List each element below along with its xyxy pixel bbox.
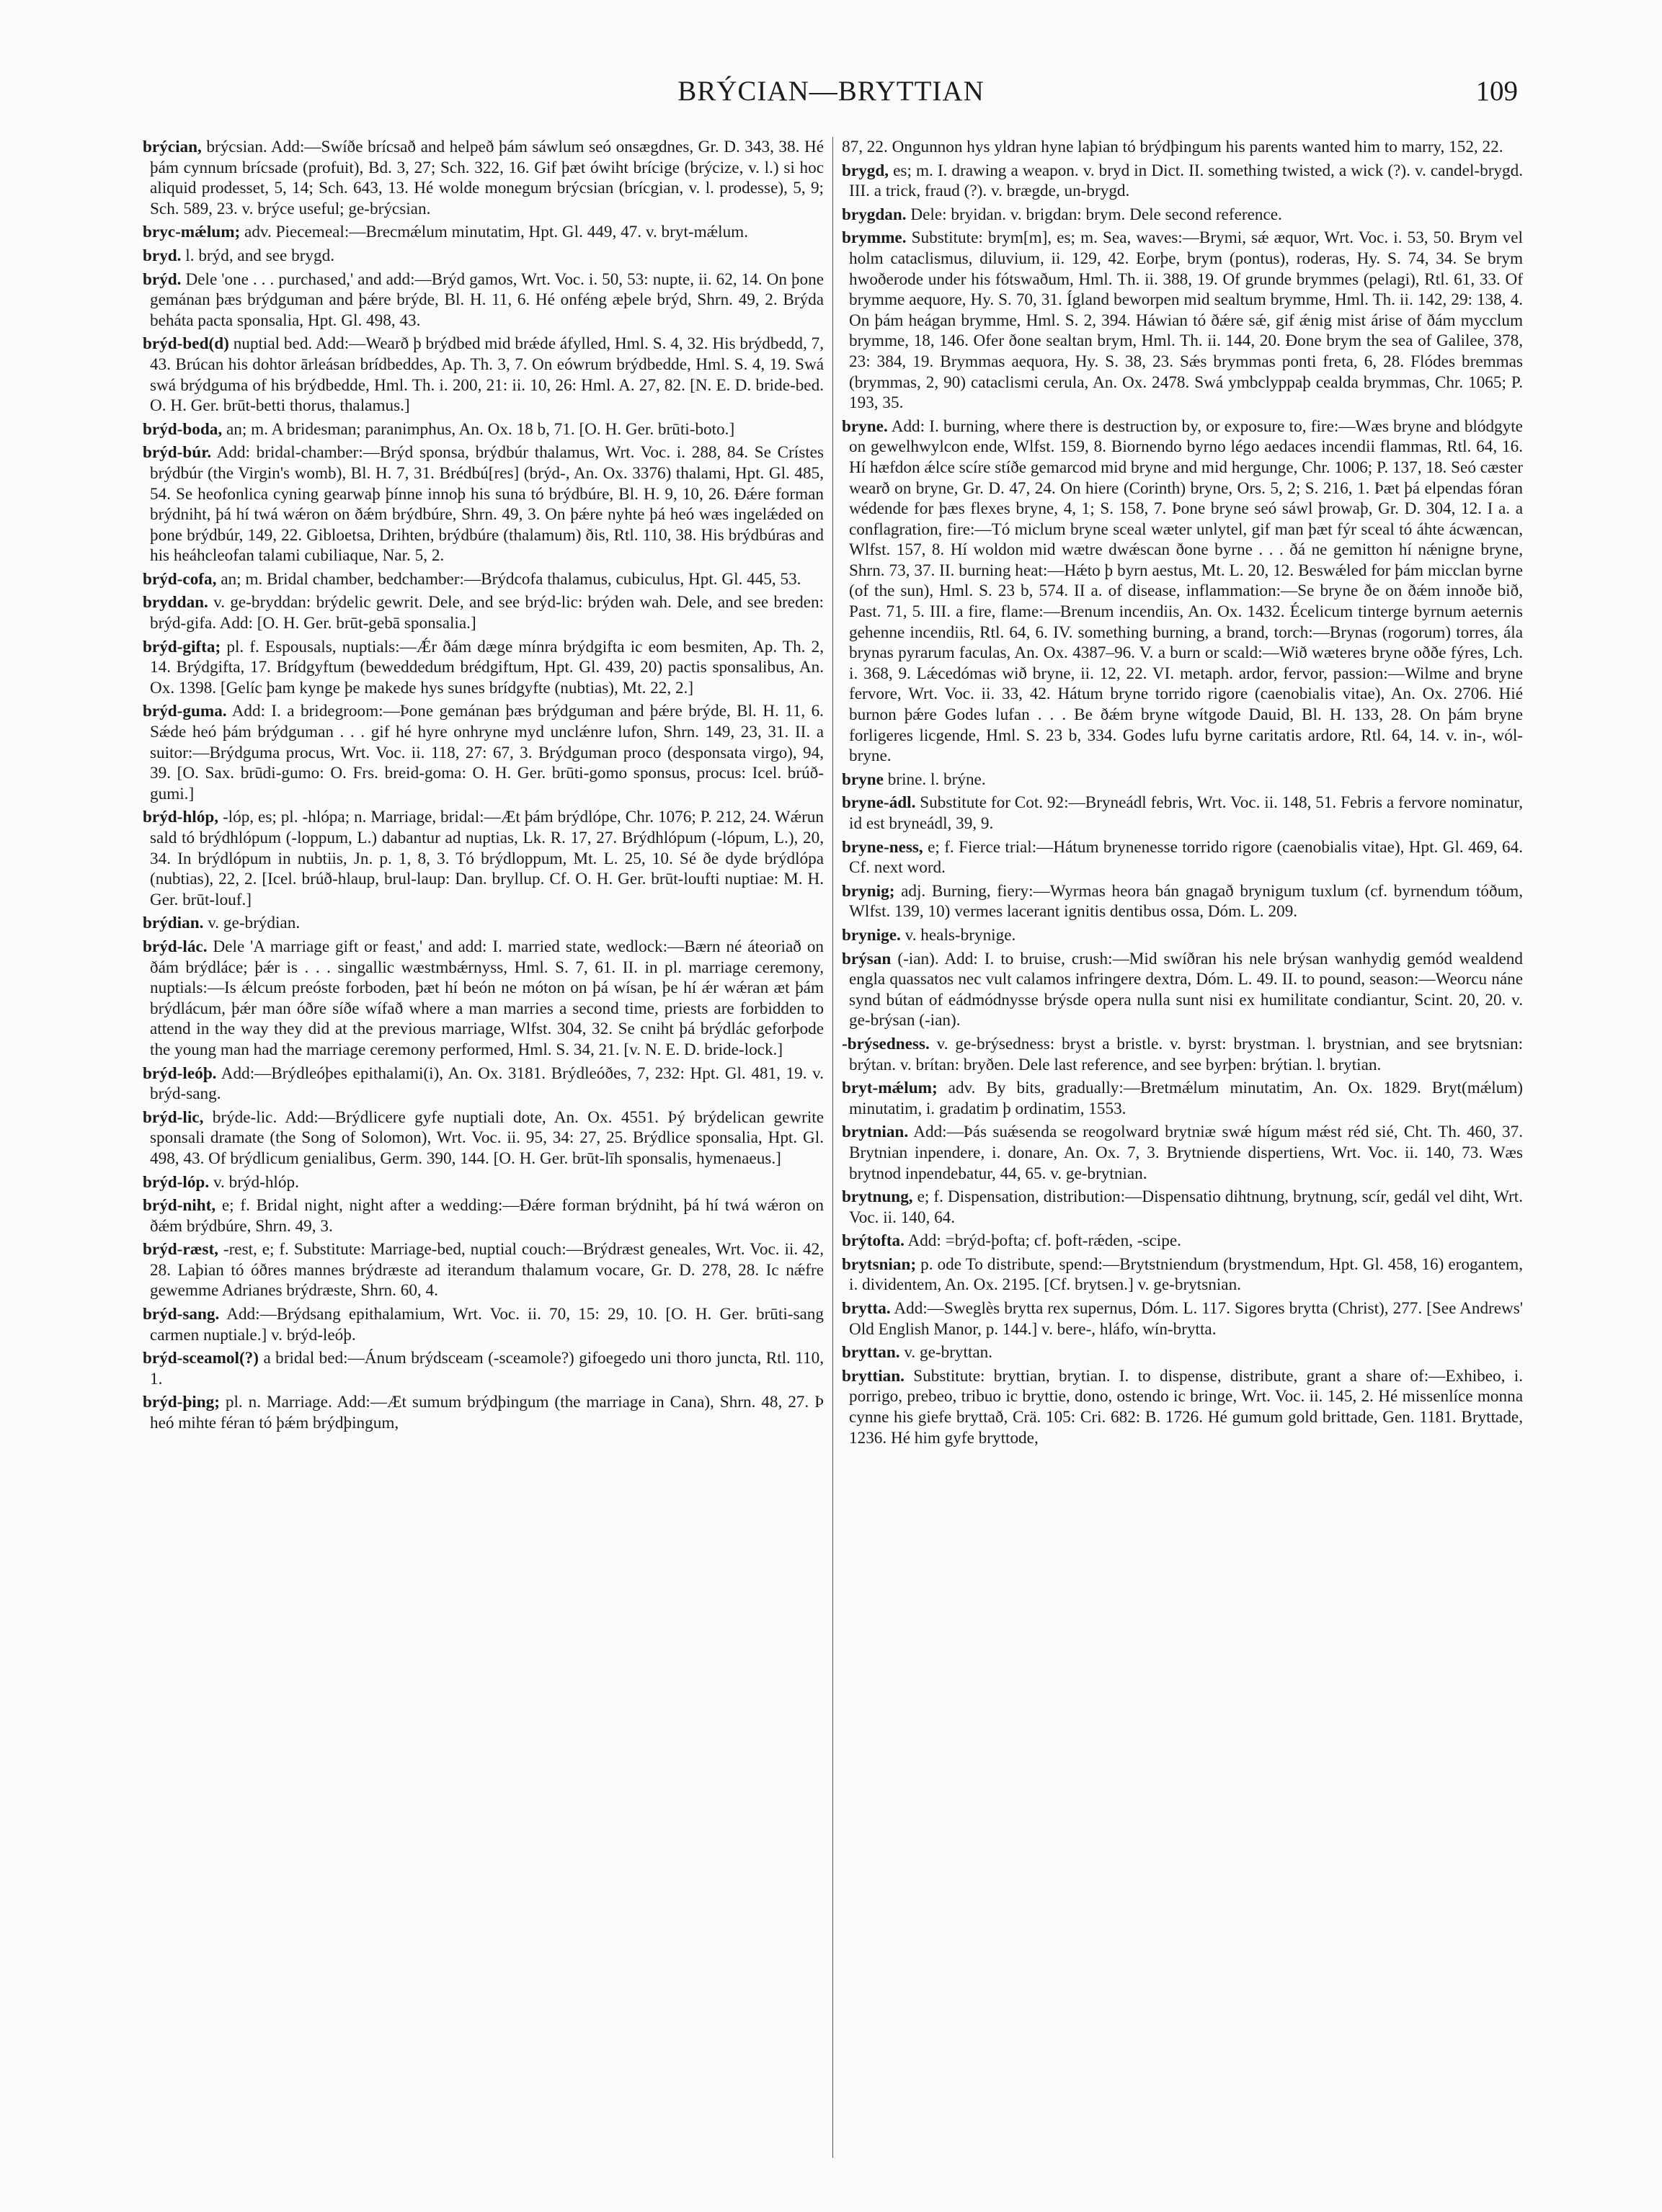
entry-definition: v. ge-bryddan: brýdelic gewrit. Dele, and see brýd-lic: brýden wah. Dele, and see breden: brýd-gifa. Add: [O. H. Ger. brūt-gebā sponsalia.] [150, 593, 824, 633]
entry-headword: bryttan. [842, 1343, 900, 1363]
entry-headword: brýd-cofa, [143, 569, 217, 589]
entry-definition: brýde-lic. Add:—Brýdlicere gyfe nuptiali dote, An. Ox. 4551. Þý brýdelican gewrite sponsali dramate (the Song of Solomon), Wrt. Voc. ii. 95, 34: 27, 25. Brýdlice sponsalia, Hpt. Gl. 498, 43. Of brýdlicum genialibus, Germ. 390, 144. [O. H. Ger. brūt-līh sponsalis, hymenaeus.] [150, 1107, 824, 1168]
entry-headword: brýd-niht, [143, 1196, 216, 1216]
entry-definition: v. ge-brýdian. [208, 914, 301, 933]
entry-headword: brygdan. [842, 205, 907, 224]
left-column [143, 137, 824, 2154]
dictionary-entry [143, 419, 824, 440]
entry-definition: e; f. Dispensation, distribution:—Dispensatio dihtnung, brytnung, scír, gedál vel diht, Wrt. Voc. ii. 140, 64. [849, 1187, 1523, 1227]
entry-headword: brýd-lic, [143, 1107, 204, 1127]
dictionary-entry [143, 1392, 824, 1433]
entry-headword: brytnung, [842, 1187, 913, 1207]
entry-definition: -rest, e; f. Substitute: Marriage-bed, nuptial couch:—Brýdræst geneales, Wrt. Voc. ii. 42, 28. Laþian tó óðres mannes brýdræste ad iterandum thalamum vocare, Gr. D. 278, 28. Ic nǽfre gewemme Adrianes brýdræste, Shrn. 60, 4. [150, 1240, 824, 1301]
entry-definition: Add: I. a bridegroom:—Þone gemánan þæs brýdguman and þǽre brýde, Bl. H. 11, 6. Sǽde heó þám brýdguman . . . gif hé hyre onhryne myd unclǽnre lufon, Shrn. 149, 23, 31. II. a suitor:—Brýdguma procus, Wrt. Voc. ii. 118, 27: 67, 3. Brýdguman proco (desponsata virgo), 94, 39. [O. Sax. brūdi-gumo: O. Frs. breid-goma: O. H. Ger. brūti-gomo sponsus, procus: Icel. brúð-gumi.] [150, 702, 824, 803]
entry-definition: an; m. Bridal chamber, bedchamber:—Brýdcofa thalamus, cubiculus, Hpt. Gl. 445, 53. [221, 569, 801, 589]
entry-definition: pl. f. Espousals, nuptials:—Ǽr ðám dæge mínra brýdgifta ic eom besmiten, Ap. Th. 2, 14. Brýdgifta, 17. Brídgyftum (beweddedum brédgiftum, Hpt. Gl. 439, 20) pactis sponsalibus, An. Ox. 1398. [Gelíc þam kynge þe makede hys sunes brídgyfte (nubtias), Mt. 22, 2.] [150, 637, 824, 697]
dictionary-entry [143, 1195, 824, 1236]
dictionary-entry [842, 1298, 1523, 1339]
entry-headword: bryttian. [842, 1366, 905, 1386]
entry-headword: brýd. [143, 269, 182, 289]
column-divider [832, 137, 833, 2158]
dictionary-entry [842, 1187, 1523, 1228]
entry-definition: Add: bridal-chamber:—Brýd sponsa, brýdbúr thalamus, Wrt. Voc. i. 288, 84. Se Crístes brýdbúr (the Virgin's womb), Bl. H. 7, 31. Brédbú[res] (brýd-, An. Ox. 3376) thalami, Hpt. Gl. 485, 54. Se heofonlica cyning gearwaþ þínne innoþ his suna tó brýdbúre, Bl. H. 9, 10, 26. Ðǽre forman brýdniht, þá hí twá wǽron on ðǽm brýdbúre, Shrn. 49, 3. On þǽre nyhte þá heó wæs ingelǽded on þone brýdbúr, 149, 22. Gibloetsa, Drihten, brýdbúre (thalamum) ðis, Rtl. 110, 38. His brýdbúras and his heáhcleofan talami cubiliaque, Nar. 5, 2. [150, 443, 824, 566]
dictionary-entry [143, 637, 824, 699]
dictionary-entry [842, 228, 1523, 413]
entry-definition: pl. n. Marriage. Add:—Æt sumum brýdþingum (the marriage in Cana), Shrn. 48, 27. Þ heó mihte féran tó þǽm brýdþingum, [150, 1393, 824, 1433]
dictionary-entry [842, 1034, 1523, 1075]
dictionary-entry [143, 592, 824, 633]
entry-headword: brýd-gifta; [143, 637, 221, 656]
entry-definition: p. ode To distribute, spend:—Brytstniendum (brystmendum, Hpt. Gl. 458, 16) erogantem, i. dividentem, An. Ox. 2195. [Cf. brytsen.] v. ge-brytsnian. [849, 1254, 1523, 1295]
entry-definition: Substitute: bryttian, brytian. I. to dispense, distribute, grant a share of:—Exhibeo, i. porrigo, prebeo, tribuo ic bryttie, dono, ostendo ic bringe, Wrt. Voc. ii. 145, 2. Hé missenlíce monna cynne his giefe bryttað, Crä. 105: Cri. 682: B. 1726. Hé gumum gold brittade, Gen. 1181. Bryttade, 1236. Hé him gyfe bryttode, [849, 1366, 1523, 1448]
entry-headword: brýd-leóþ. [143, 1063, 217, 1083]
dictionary-entry [842, 949, 1523, 1031]
dictionary-entry [143, 246, 824, 267]
entry-headword: brýd-boda, [143, 419, 223, 439]
entry-headword: brýd-sceamol(?) [143, 1349, 259, 1368]
dictionary-entry [842, 1122, 1523, 1184]
entry-definition: e; f. Fierce trial:—Hátum brynenesse torrido rigore (caenobialis vitae), Hpt. Gl. 469, 64. Cf. next word. [849, 837, 1523, 878]
dictionary-entry [143, 701, 824, 804]
dictionary-entry [842, 137, 1523, 158]
entry-definition: Add: I. burning, where there is destruction by, or exposure to, fire:—Wæs bryne and blódgyte on gewelhwylcon ende, Wlfst. 159, 8. Biornendo byrno légo aedaces incendii flammas, Rtl. 64, 16. Hí hæfdon ǽlce scíre stíðe gemarcod mid bryne and mid hergunge, Chr. 1006; P. 137, 18. Seó cæster wearð on bryne, Gr. D. 47, 24. On hiere (Corinth) bryne, Ors. 5, 2; S. 216, 1. Þæt þá elpendas fóran wédende for þæs flexes bryne, 4, 1; S. 158, 7. Þone bryne seó sáwl þrowaþ, Gr. D. 304, 12. I a. a conflagration, fire:—Tó miclum bryne sceal wæter unlytel, gif man þæt fýr sceal tó áhte ácwæncan, Wlfst. 157, 8. Hí woldon mid wætre dwǽscan ðone byrne . . . ðá ne gemitton hí nǽnigne bryne, Shrn. 73, 37. II. burning heat:—Hǽto þ byrn aestus, Mt. L. 20, 12. Beswǽled for þám micclan byrne (of the sun), Hml. S. 23 b, 574. II a. of disease, inflammation:—Se bryne ðe on ðǽm innoðe bið, Past. 71, 5. III. a fire, flame:—Brenum incendiis, An. Ox. 1432. Écelicum tinterge byrnum aeternis gehenne incendiis, Rtl. 64, 6. IV. something burning, a brand, torch:—Brynas (rogorum) torres, ála brynas pyrarum faculas, An. Ox. 4387–96. V. a burn or scald:—Wið wæteres bryne oððe fýres, Lch. i. 368, 9. Lǽcedómas wið bryne, ii. 12, 22. VI. metaph. ardor, fervor, passion:—Wilme and bryne fervore, Wrt. Voc. ii. 33, 42. Hátum bryne torrido rigore (caenobialis vitae), An. Ox. 2706. Hié burnon þǽre Godes lufan . . . Be ðǽm bryne wítgode Dauid, Bl. H. 133, 28. On þám bryne forligeres licgende, Hml. S. 23 b, 334. Godes lufu byrne caritatis ardore, Rtl. 64, 14. v. in-, wól-bryne. [849, 416, 1523, 766]
entry-definition: (-ian). Add: I. to bruise, crush:—Mid swíðran his nele brýsan wanhydig gemód wealdend engla quassatos nec vult calamos infringere dextra, Dóm. L. 49. II. to pound, season:—Weorcu náne synd bútan of eádmódnysse brýsde opera nulla sunt nisi ex humilitate condiantur, Scint. 20, 20. v. ge-brýsan (-ian). [849, 949, 1523, 1030]
entry-headword: bryddan. [143, 593, 208, 612]
entry-headword: brygd, [842, 161, 889, 180]
entry-definition: brine. l. brýne. [887, 770, 986, 789]
entry-definition: nuptial bed. Add:—Wearð þ brýdbed mid brǽde áfylled, Hml. S. 4, 32. His brýdbedd, 7, 43. Brúcan his dohtor ārleásan brídbeddes, Ap. Th. 3, 7. On eówrum brýdbedde, Hml. S. 4, 19. Swá swá brýdguma of his brýdbedde, Hml. Th. i. 200, 21: ii. 10, 26: Hml. A. 27, 82. [N. E. D. bride-bed. O. H. Ger. brūt-betti thorus, thalamus.] [150, 334, 824, 416]
entry-headword: brytta. [842, 1299, 891, 1319]
entry-definition: an; m. A bridesman; paranimphus, An. Ox. 18 b, 71. [O. H. Ger. brūti-boto.] [226, 419, 735, 439]
dictionary-entry [842, 416, 1523, 767]
dictionary-entry [842, 770, 1523, 790]
entry-headword: brýcian, [143, 138, 202, 156]
entry-definition: Dele 'A marriage gift or feast,' and add: I. married state, wedlock:—Bærn né áteoriað on ðám brýdláce; þǽr is . . . singallic wæstmbǽrnyss, Hml. S. 7, 61. II. in pl. marriage ceremony, nuptials:—Is ǽlcum preóste forboden, þæt hí beón ne móton on þá wísan, þe hí ǽr wǽran æt þám brýdlácum, þǽr man óðre síðe wífað where a man marries a second time, priests are forbidden to attend in the way they did at the previous marriage, Wlfst. 304, 32. Se cniht þá brýdlác geforþode the young man had the marriage ceremony performed, Hml. S. 34, 21. [v. N. E. D. bride-lock.] [150, 937, 824, 1059]
entry-headword: bryc-mǽlum; [143, 223, 241, 242]
entry-definition: v. ge-brýsedness: bryst a bristle. v. byrst: brystman. l. brystnian, and see brytsnian: brýtan. v. brítan: bryðen. Dele last reference, and see byrþen: brýtian. l. brytian. [849, 1034, 1523, 1074]
dictionary-entry [842, 1254, 1523, 1295]
dictionary-entry [842, 1366, 1523, 1448]
dictionary-entry [842, 881, 1523, 922]
entry-definition: l. brýd, and see brygd. [185, 246, 334, 265]
entry-headword: bryne [842, 770, 884, 789]
entry-headword: brýd-hlóp, [143, 808, 219, 827]
entry-headword: brýd-þing; [143, 1393, 220, 1412]
entry-definition: Add:—Þás suǽsenda se reogolward brytniæ swǽ hígum mǽst réd sié, Cht. Th. 460, 37. Brytnian inpendere, i. donare, An. Ox. 7, 3. Brytniende dispertiens, Wrt. Voc. ii. 140, 73. Wæs brytnod inpendebatur, 44, 65. v. ge-brytnian. [849, 1123, 1523, 1183]
entry-headword: brýd-lác. [143, 937, 208, 956]
dictionary-entry [842, 925, 1523, 946]
entry-headword: brýtofta. [842, 1231, 905, 1251]
entry-definition: v. brýd-hlóp. [213, 1172, 299, 1192]
entry-headword: brýdian. [143, 914, 204, 933]
dictionary-entry [143, 222, 824, 243]
dictionary-entry [842, 1342, 1523, 1363]
entry-headword: bryne-ádl. [842, 793, 916, 813]
entry-definition: e; f. Bridal night, night after a wedding:—Ðǽre forman brýdniht, þá hí twá wǽron on ðǽm brýdbúre, Shrn. 49, 3. [150, 1196, 824, 1236]
dictionary-entry [143, 137, 824, 219]
entry-definition: Dele: bryidan. v. brigdan: brym. Dele second reference. [910, 205, 1282, 224]
entry-definition: Substitute: brym[m], es; m. Sea, waves:—Brymi, sǽ æquor, Wrt. Voc. i. 53, 50. Brym vel holm cataclismus, diluvium, ii. 129, 42. Eorþe, brym (pontus), roderas, Hy. S. 74, 34. Se brym hwoðerode under his fótswaðum, Hml. Th. ii. 388, 19. Of grunde brymmes (pelagi), Rtl. 61, 33. Of brymme aequore, Hy. S. 70, 31. Ígland beworpen mid sealtum brymme, Hml. Th. ii. 142, 29: 138, 4. On þám heágan brymme, Hml. S. 2, 394. Háwian tó ðǽre sǽ, gif ǽnig mist árise of ðám mycclum brymme, 18, 146. Ofer ðone sealtan brym, Hml. Th. ii. 144, 20. Ðone brym the sea of Galilee, 378, 23: 384, 19. Brymmas aequora, Hy. S. 38, 23. Sǽs brymmas ponti freta, 6, 28. Flódes bremmas (brymmas, 2, 90) cataclismi cerula, An. Ox. 2478. Swá ymbclyppaþ cealda brymmas, Chr. 1065; P. 193, 35. [849, 228, 1523, 413]
entry-headword: brýd-lóp. [143, 1172, 210, 1192]
entry-headword: -brýsedness. [842, 1034, 930, 1053]
entry-definition: Add: =brýd-þofta; cf. þoft-rǽden, -scipe. [907, 1231, 1181, 1251]
entry-headword: brymme. [842, 228, 907, 248]
dictionary-entry [143, 1172, 824, 1193]
entry-definition: -lóp, es; pl. -hlópa; n. Marriage, bridal:—Æt þám brýdlópe, Chr. 1076; P. 212, 24. Wǽrun sald tó brýdhlópum (-loppum, L.) dabantur ad nuptias, Lk. R. 17, 27. Brýdhlópum (-lópum, L.), 20, 34. In brýdlópum in nubtiis, Jn. p. 1, 8, 3. Tó brýdloppum, Mt. L. 25, 10. Sé ðe dyde brýdlópa (nubtias), 22, 2. [Icel. brúð-hlaup, brul-laup: Dan. bryllup. Cf. O. H. Ger. brūt-loufti nuptiae: M. H. Ger. brūt-louf.] [150, 808, 824, 909]
dictionary-entry [842, 161, 1523, 202]
entry-headword: brýd-bed(d) [143, 334, 229, 354]
dictionary-entry [143, 1063, 824, 1105]
entry-definition: v. heals-brynige. [905, 925, 1016, 945]
entry-definition: Substitute for Cot. 92:—Bryneádl febris, Wrt. Voc. ii. 148, 51. Febris a fervore nominatur, id est bryneádl, 39, 9. [849, 793, 1523, 833]
dictionary-entry [143, 269, 824, 331]
entry-headword: bryt-mǽlum; [842, 1079, 938, 1098]
dictionary-entry [842, 1078, 1523, 1119]
entry-definition: Add:—Brýdsang epithalamium, Wrt. Voc. ii. 70, 15: 29, 10. [O. H. Ger. brūti-sang carmen nuptiale.] v. brýd-leóþ. [150, 1305, 824, 1344]
entry-headword: brýsan [842, 949, 892, 968]
dictionary-entry [143, 807, 824, 910]
dictionary-entry [143, 913, 824, 934]
dictionary-entry [842, 205, 1523, 226]
dictionary-entry [143, 1239, 824, 1301]
dictionary-entry [143, 334, 824, 416]
running-title: BRÝCIAN—BRYTTIAN [677, 76, 985, 107]
dictionary-entry [143, 442, 824, 566]
entry-definition: v. ge-bryttan. [904, 1343, 993, 1363]
page-header [0, 75, 1662, 115]
dictionary-entry [842, 793, 1523, 834]
entry-headword: bryd. [143, 246, 182, 265]
entry-definition: a bridal bed:—Ánum brýdsceam (-sceamole?) gifoegedo uni thoro juncta, Rtl. 110, 1. [150, 1349, 824, 1388]
entry-headword: bryne. [842, 416, 888, 436]
dictionary-entry [842, 1231, 1523, 1252]
entry-headword: brýd-guma. [143, 702, 227, 721]
entry-headword: brýd-búr. [143, 443, 212, 463]
right-column [842, 137, 1523, 2154]
dictionary-entry [143, 569, 824, 590]
entry-definition: es; m. I. drawing a weapon. v. bryd in Dict. II. something twisted, a wick (?). v. candel-brygd. III. a trick, fraud (?). v. brægde, un-brygd. [849, 161, 1523, 201]
entry-definition: 87, 22. Ongunnon hys yldran hyne laþian tó brýdþingum his parents wanted him to marry, 152, 22. [842, 138, 1503, 156]
entry-headword: brynig; [842, 881, 895, 901]
entry-headword: brýd-sang. [143, 1305, 220, 1324]
entry-definition: Add:—Brýdleóþes epithalami(i), An. Ox. 3181. Brýdleóðes, 7, 232: Hpt. Gl. 481, 19. v. brýd-sang. [150, 1063, 824, 1104]
dictionary-entry [143, 1348, 824, 1389]
entry-headword: bryne-ness, [842, 837, 923, 857]
entry-definition: adj. Burning, fiery:—Wyrmas heora bán gnagað brynigum tuxlum (cf. byrnendum tóðum, Wlfst. 139, 10) vermes lacerant ignitis dentibus ossa, Dóm. L. 209. [849, 881, 1523, 922]
dictionary-entry [143, 1107, 824, 1169]
entry-definition: adv. Piecemeal:—Brecmǽlum minutatim, Hpt. Gl. 449, 47. v. bryt-mǽlum. [244, 223, 748, 242]
entry-definition: Dele 'one . . . purchased,' and add:—Brýd gamos, Wrt. Voc. i. 50, 53: nupte, ii. 62, 14. On þone gemánan þæs brýdguman and þǽre brýde, Bl. H. 11, 6. Hé onféng æþele brýd, Shrn. 49, 2. Brýda beháta pacta sponsalia, Hpt. Gl. 498, 43. [150, 269, 824, 330]
dictionary-entry [143, 1304, 824, 1345]
entry-headword: brytnian. [842, 1123, 909, 1142]
entry-headword: brynige. [842, 925, 901, 945]
dictionary-entry [842, 837, 1523, 878]
dictionary-entry [143, 937, 824, 1061]
page-number: 109 [1475, 76, 1518, 107]
entry-definition: adv. By bits, gradually:—Bretmǽlum minutatim, An. Ox. 1829. Bryt(mǽlum) minutatim, i. gradatim þ ordinatim, 1553. [849, 1079, 1523, 1118]
entry-definition: Add:—Sweglès brytta rex supernus, Dóm. L. 117. Sigores brytta (Christ), 277. [See Andrews' Old English Manor, p. 144.] v. bere-, hláfo, wín-brytta. [849, 1299, 1523, 1339]
entry-headword: brytsnian; [842, 1254, 917, 1274]
entry-headword: brýd-ræst, [143, 1240, 218, 1259]
entry-definition: brýcsian. Add:—Swíðe brícsað and helpeð þám sáwlum seó onsægdnes, Gr. D. 343, 38. Hé þám cynnum brícsade (profuit), Bd. 3, 27; Sch. 322, 16. Gif þæt ówiht brícige (brýcize, v. l.) si hoc aliquid prodesset, 5, 14; Sch. 643, 13. Hé wolde monegum brýcsian (brícgian, v. l. prodesse), 5, 9; Sch. 589, 23. v. brýce useful; ge-brýcsian. [150, 138, 824, 218]
